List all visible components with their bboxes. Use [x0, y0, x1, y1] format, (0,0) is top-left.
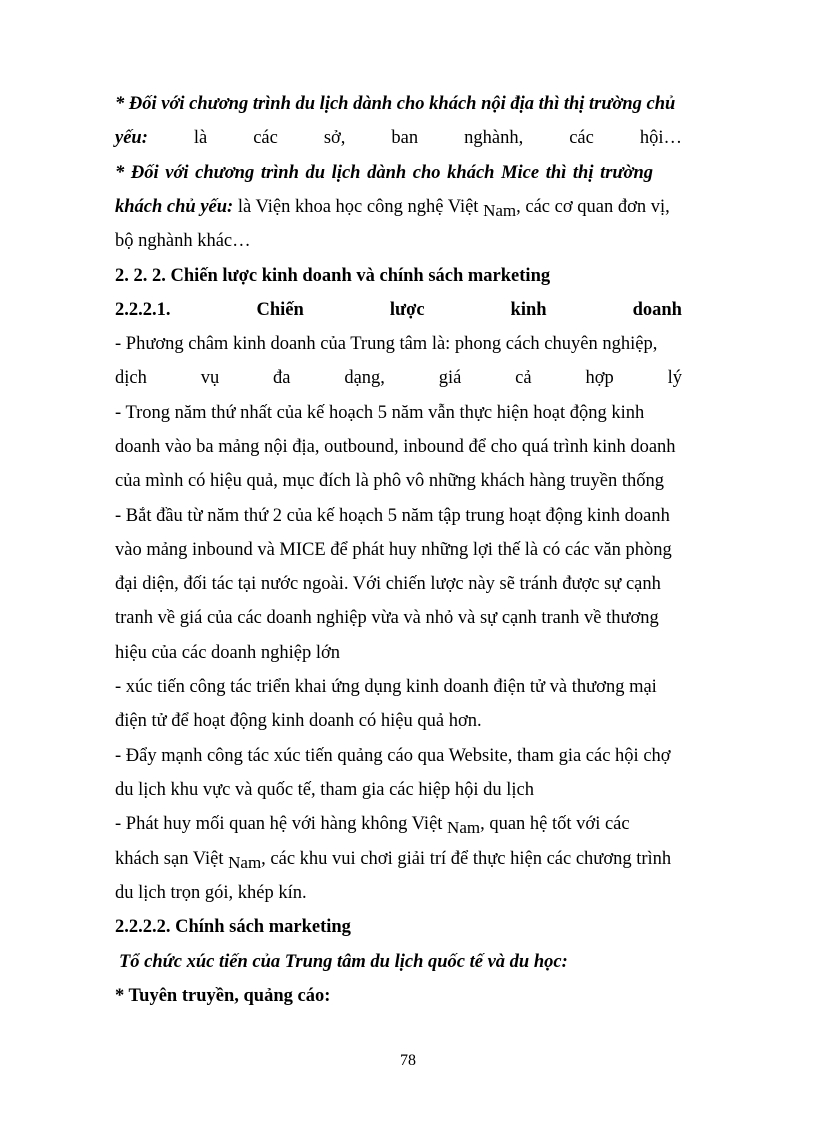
market-mice-label: khách chủ yếu:: [115, 197, 234, 217]
year-one-line-1: - Trong năm thứ nhất của kế hoạch 5 năm vẫn thực hiện hoạt động kinh: [115, 403, 645, 423]
word: đa: [273, 368, 291, 388]
year-two-line-5: hiệu của các doanh nghiệp lớn: [115, 643, 341, 663]
word: cả: [515, 368, 532, 388]
year-one-line-3: của mình có hiệu quả, mục đích là phô vô những khách hàng truyền thống: [115, 471, 664, 491]
word: sở,: [323, 128, 346, 148]
text-run: , các cơ quan đơn vị,: [516, 197, 670, 217]
word: các: [569, 128, 594, 148]
section-heading-2-2-2-2: 2.2.2.2. Chính sách marketing: [115, 917, 351, 937]
text-run: , quan hệ tốt với các: [480, 814, 630, 834]
word: dạng,: [344, 368, 385, 388]
text-run: Nam: [447, 818, 481, 837]
word: lược: [389, 300, 425, 320]
section-heading-2-2-2-1: [115, 298, 682, 322]
section-heading-2-2-2: 2. 2. 2. Chiến lược kinh doanh và chính sách marketing: [115, 266, 551, 286]
text-run: khách sạn Việt: [115, 849, 229, 869]
text-run: là Viện khoa học công nghệ Việt: [233, 197, 484, 217]
word: nghành,: [464, 128, 524, 148]
business-motto-line-2: [115, 366, 682, 390]
text-run: Nam: [483, 201, 517, 220]
word: doanh: [632, 300, 682, 320]
text-run: , các khu vui chơi giải trí để thực hiện các chương trình: [261, 849, 672, 869]
word: hội…: [639, 128, 682, 148]
market-mice-line-3: bộ nghành khác…: [115, 231, 251, 251]
text-run: Nam: [228, 853, 262, 872]
word: các: [253, 128, 278, 148]
word: dịch: [115, 368, 147, 388]
word: ban: [391, 128, 419, 148]
word: lý: [667, 368, 682, 388]
year-two-line-1: - Bắt đầu từ năm thứ 2 của kế hoạch 5 năm tập trung hoạt động kinh doanh: [115, 506, 670, 526]
ecommerce-line-1: - xúc tiến công tác triển khai ứng dụng kinh doanh điện tử và thương mại: [115, 677, 657, 697]
market-domestic-line-2: [115, 126, 682, 150]
market-domestic-line-1: * Đối với chương trình du lịch dành cho khách nội địa thì thị trường chủ: [115, 94, 676, 114]
promotion-organization-heading: Tổ chức xúc tiến của Trung tâm du lịch quốc tế và du học:: [119, 952, 568, 972]
word: vụ: [200, 368, 220, 388]
page-number: 78: [400, 1052, 416, 1069]
partners-line-3: du lịch trọn gói, khép kín.: [115, 883, 307, 903]
year-two-line-3: đại diện, đối tác tại nước ngoài. Với chiến lược này sẽ tránh được sự cạnh: [115, 574, 661, 594]
word: là: [193, 128, 208, 148]
text-run: - Phát huy mối quan hệ với hàng không Việt: [115, 814, 448, 834]
word: giá: [438, 368, 462, 388]
promotion-line-1: - Đẩy mạnh công tác xúc tiến quảng cáo qua Website, tham gia các hội chợ: [115, 746, 671, 766]
partners-line-1: [115, 812, 682, 836]
year-two-line-2: vào mảng inbound và MICE để phát huy những lợi thế là có các văn phòng: [115, 540, 672, 560]
promotion-line-2: du lịch khu vực và quốc tế, tham gia các hiệp hội du lịch: [115, 780, 534, 800]
word: 2.2.2.1.: [115, 300, 171, 320]
advertising-heading: * Tuyên truyền, quảng cáo:: [115, 986, 331, 1006]
year-one-line-2: doanh vào ba mảng nội địa, outbound, inbound để cho quá trình kinh doanh: [115, 437, 676, 457]
word: kinh: [510, 300, 547, 320]
ecommerce-line-2: điện tử để hoạt động kinh doanh có hiệu quả hơn.: [115, 711, 482, 731]
business-motto-line-1: - Phương châm kinh doanh của Trung tâm là: phong cách chuyên nghiệp,: [115, 334, 658, 354]
word: hợp: [585, 368, 614, 388]
word: Chiến: [256, 300, 304, 320]
market-mice-line-1: * Đối với chương trình du lịch dành cho khách Mice thì thị trường: [115, 163, 653, 183]
market-domestic-label: yếu:: [115, 128, 148, 148]
market-mice-line-2: [115, 195, 682, 219]
partners-line-2: [115, 847, 682, 871]
year-two-line-4: tranh về giá của các doanh nghiệp vừa và nhỏ và sự cạnh tranh về thương: [115, 608, 659, 628]
